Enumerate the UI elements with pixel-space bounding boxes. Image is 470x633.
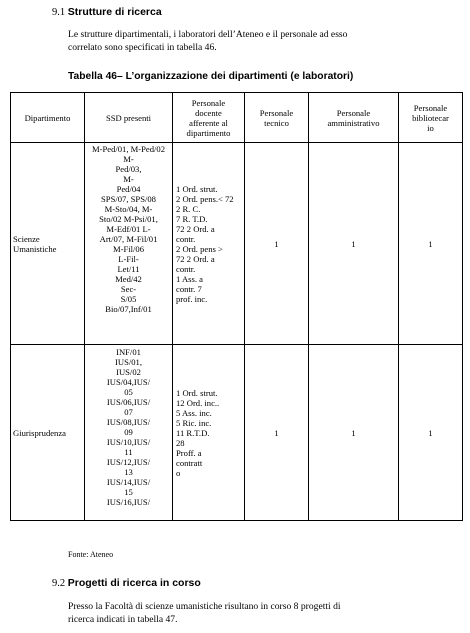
section-paragraph: [68, 29, 450, 54]
departments-table: [10, 92, 463, 521]
section-number: 9.1: [52, 7, 66, 18]
cell-personale-bibliotecario: 1: [399, 143, 463, 345]
section-heading-9-1: [52, 6, 162, 18]
section-heading-9-2: [52, 577, 201, 589]
paragraph-line: correlato sono specificati in tabella 46.: [68, 41, 217, 53]
cell-ssd: INF/01 IUS/01, IUS/02 IUS/04,IUS/ 05 IUS/06,IUS/ 07 IUS/08,IUS/ 09 IUS/10,IUS/ 11 IUS/12,IUS/ 13 IUS/14,IUS/ 15 IUS/16,IUS/: [85, 345, 173, 521]
paragraph-line: Le strutture dipartimentali, i laboratori dell’Ateneo e il personale ad esso: [68, 29, 348, 40]
section-title: Strutture di ricerca: [67, 6, 162, 18]
cell-personale-docente: 1 Ord. strut. 2 Ord. pens.< 72 2 R. C. 7 R. T.D. 72 2 Ord. a contr. 2 Ord. pens > 72 2 Ord. a contr. 1 Ass. a contr. 7 prof. inc.: [173, 143, 245, 345]
cell-dipartimento: Scienze Umanistiche: [11, 143, 85, 345]
section-paragraph: [68, 601, 450, 626]
header-personale-tecnico: Personale tecnico: [245, 93, 309, 143]
section-number: 9.2: [52, 578, 66, 589]
header-personale-amministrativo: Personale amministrativo: [309, 93, 399, 143]
header-dipartimento: Dipartimento: [11, 93, 85, 143]
table-row: [11, 345, 463, 521]
cell-personale-bibliotecario: 1: [399, 345, 463, 521]
cell-personale-docente: 1 Ord. strut. 12 Ord. inc.. 5 Ass. inc. 5 Ric. inc. 11 R.T.D. 28 Proff. a contratt o: [173, 345, 245, 521]
section-title: Progetti di ricerca in corso: [67, 577, 201, 589]
cell-personale-tecnico: 1: [245, 143, 309, 345]
header-personale-docente: Personale docente afferente al dipartimento: [173, 93, 245, 143]
cell-ssd: M-Ped/01, M-Ped/02 M- Ped/03, M- Ped/04 SPS/07, SPS/08 M-Sto/04, M- Sto/02 M-Psi/01, M-Edf/01 L- Art/07, M-Fil/01 M-Fil/06 L-Fil- Let/11 Med/42 Sec- S/05 Bio/07,Inf/01: [85, 143, 173, 345]
table-source: Fonte: Ateneo: [68, 550, 114, 559]
cell-personale-tecnico: 1: [245, 345, 309, 521]
table-row: [11, 143, 463, 345]
header-personale-bibliotecario: Personale bibliotecar io: [399, 93, 463, 143]
header-ssd: SSD presenti: [85, 93, 173, 143]
paragraph-line: Presso la Facoltà di scienze umanistiche risultano in corso 8 progetti di: [68, 601, 341, 612]
table-header-row: [11, 93, 463, 143]
cell-personale-amministrativo: 1: [309, 143, 399, 345]
paragraph-line: ricerca indicati in tabella 47.: [68, 613, 178, 625]
cell-personale-amministrativo: 1: [309, 345, 399, 521]
cell-dipartimento: Giurisprudenza: [11, 345, 85, 521]
table-title: Tabella 46– L’organizzazione dei dipartimenti (e laboratori): [68, 71, 354, 82]
